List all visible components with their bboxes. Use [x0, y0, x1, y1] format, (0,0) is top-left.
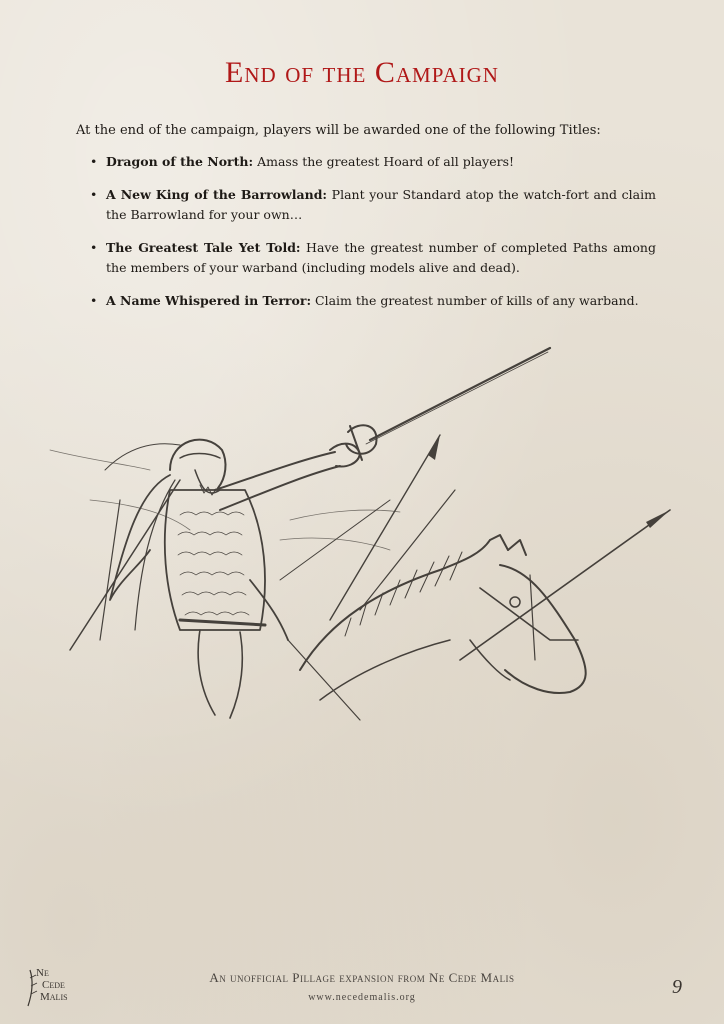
list-item — [76, 152, 656, 172]
list-item — [76, 291, 656, 311]
title-name: A Name Whispered in Terror: — [106, 293, 312, 308]
list-item — [76, 238, 656, 278]
page-title: End of the Campaign — [225, 56, 499, 89]
title-name: A New King of the Barrowland: — [106, 187, 328, 202]
footer — [0, 967, 724, 1003]
bullet-icon: • — [90, 240, 98, 255]
title-description: Claim the greatest number of kills of any warband. — [311, 293, 639, 308]
footer-tagline: An unofficial Pillage expansion from Ne Cede Malis — [209, 970, 515, 985]
page-number: 9 — [672, 976, 682, 998]
footer-url[interactable]: www.necedemalis.org — [308, 992, 416, 1003]
logo-text: Ne — [36, 967, 49, 979]
bullet-icon: • — [90, 187, 98, 202]
title-description: Have the greatest number of completed Paths among the members of your warband (including models alive and dead). — [106, 240, 656, 275]
logo-text: Malis — [40, 991, 68, 1003]
title-name: Dragon of the North: — [106, 154, 254, 169]
title-name: The Greatest Tale Yet Told: — [106, 240, 301, 255]
titles-list — [76, 152, 656, 324]
horseman-illustration — [30, 340, 690, 740]
intro-paragraph: At the end of the campaign, players will be awarded one of the following Titles: — [76, 123, 601, 138]
logo-text: Cede — [42, 979, 65, 991]
title-description: Amass the greatest Hoard of all players! — [253, 154, 515, 169]
list-item — [76, 185, 656, 225]
title-description: Plant your Standard atop the watch-fort and claim the Barrowland for your own… — [106, 187, 656, 222]
bullet-icon: • — [90, 293, 98, 308]
bullet-icon: • — [90, 154, 98, 169]
